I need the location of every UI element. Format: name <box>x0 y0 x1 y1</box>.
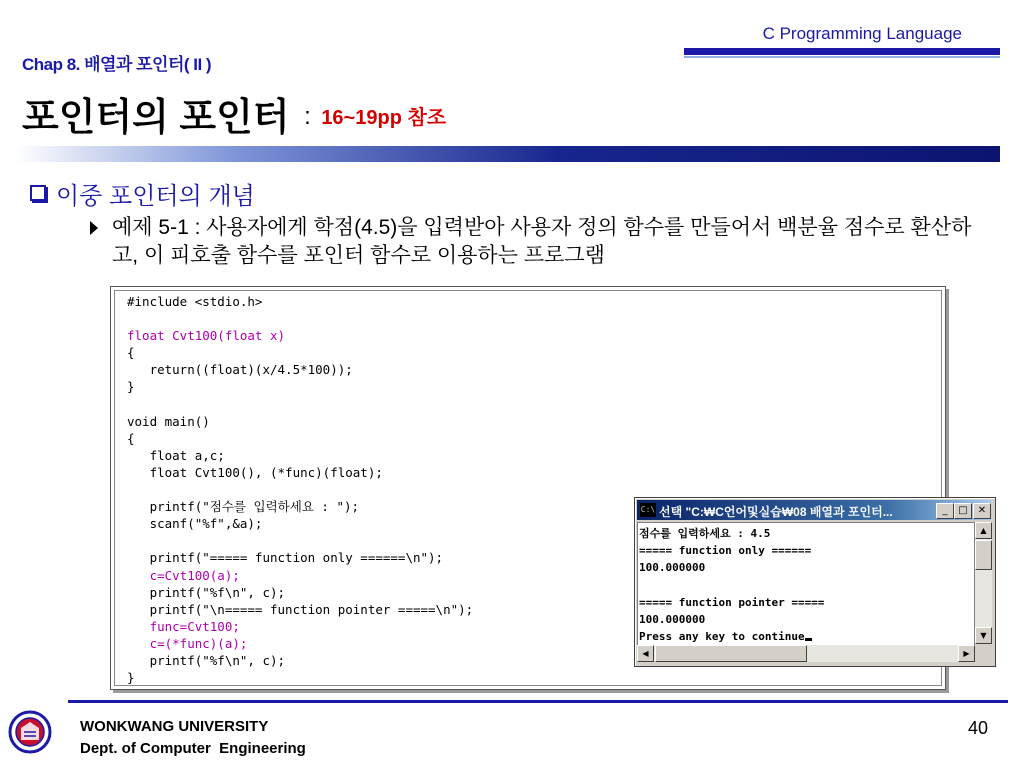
console-text <box>638 523 974 646</box>
bullet-level1 <box>30 176 255 211</box>
slide-title-separator: : <box>304 103 311 130</box>
bullet-level2 <box>90 214 990 270</box>
slide-title-reference: 16~19pp 참조 <box>321 107 447 129</box>
university-name: WONKWANG UNIVERSITY <box>80 718 269 735</box>
bullet-level2-text: 예제 5-1 : 사용자에게 학점(4.5)을 입력받아 사용자 정의 함수를 만들어서 백분율 점수로 환산하고, 이 피호출 함수를 포인터 함수로 이용하는 프로그램 <box>112 216 972 267</box>
console-app-icon[interactable]: C:\ <box>640 503 656 517</box>
code-line: scanf("%f",&a); <box>127 516 263 532</box>
course-title-underline <box>684 48 1000 55</box>
scroll-up-icon[interactable]: ▲ <box>975 522 992 539</box>
code-listing <box>127 293 473 686</box>
console-line: 점수를 입력하세요 : 4.5 <box>639 527 771 540</box>
triangle-bullet-icon <box>90 221 98 235</box>
code-line: float Cvt100(), (*func)(float); <box>127 464 383 480</box>
code-line: func=Cvt100; <box>127 618 240 634</box>
code-line: { <box>127 430 135 446</box>
console-output[interactable] <box>637 522 975 646</box>
code-line: printf("\n===== function pointer =====\n"); <box>127 601 474 617</box>
code-line: printf("%f\n", c); <box>127 652 286 668</box>
vertical-scrollbar[interactable] <box>975 522 992 644</box>
code-line <box>127 310 473 327</box>
code-line: float a,c; <box>127 447 225 463</box>
scroll-down-icon[interactable]: ▼ <box>975 627 992 644</box>
code-line: } <box>127 379 135 395</box>
console-line: 100.000000 <box>639 613 706 626</box>
bullet-level1-text: 이중 포인터의 개념 <box>56 183 255 210</box>
code-line: { <box>127 345 135 361</box>
console-window <box>634 497 996 667</box>
vertical-scroll-thumb[interactable] <box>975 540 992 570</box>
code-line: return((float)(x/4.5*100)); <box>127 362 353 378</box>
course-title-underline-shadow <box>684 56 1000 58</box>
code-line <box>127 396 473 413</box>
code-line: #include <stdio.h> <box>127 294 263 309</box>
console-line: 100.000000 <box>639 561 706 575</box>
checkbox-bullet-icon <box>30 185 46 201</box>
horizontal-scroll-thumb[interactable] <box>655 645 807 662</box>
slide-title <box>22 86 446 141</box>
size-grip[interactable] <box>975 645 992 662</box>
scroll-left-icon[interactable]: ◀ <box>637 645 654 662</box>
university-seal-icon <box>8 702 52 762</box>
scroll-right-icon[interactable]: ▶ <box>958 645 975 662</box>
maximize-icon[interactable]: □ <box>954 503 972 519</box>
page-number: 40 <box>967 718 988 738</box>
cursor-icon <box>805 638 812 641</box>
department-name: Dept. of Computer Engineering <box>80 740 306 757</box>
code-line <box>127 481 473 498</box>
title-gradient-bar <box>16 146 1000 162</box>
minimize-icon[interactable]: _ <box>936 503 954 519</box>
code-line: } <box>127 670 135 686</box>
close-icon[interactable]: ✕ <box>973 503 991 519</box>
course-title: C Programming Language <box>762 24 962 43</box>
console-line: ===== function only ====== <box>639 544 812 558</box>
horizontal-scrollbar[interactable] <box>637 645 975 662</box>
chapter-label: Chap 8. 배열과 포인터( II ) <box>22 55 212 74</box>
console-line <box>639 577 973 594</box>
code-line: float Cvt100(float x) <box>127 328 286 344</box>
code-line: c=(*func)(a); <box>127 635 248 651</box>
code-line: printf("점수를 입력하세요 : "); <box>127 499 360 515</box>
code-line: printf("%f\n", c); <box>127 584 286 600</box>
code-line: c=Cvt100(a); <box>127 567 240 583</box>
code-line <box>127 532 473 549</box>
code-line: void main() <box>127 413 210 429</box>
code-line: printf("===== function only ======\n"); <box>127 550 444 566</box>
slide-title-main: 포인터의 포인터 <box>22 97 290 139</box>
console-line: ===== function pointer ===== <box>639 595 825 609</box>
console-line: Press any key to continue <box>639 628 973 645</box>
footer-divider <box>68 700 1008 703</box>
console-title-bar[interactable] <box>637 500 991 520</box>
console-title-text: 선택 "C:₩C언어및실습₩08 배열과 포인터... <box>659 505 893 519</box>
